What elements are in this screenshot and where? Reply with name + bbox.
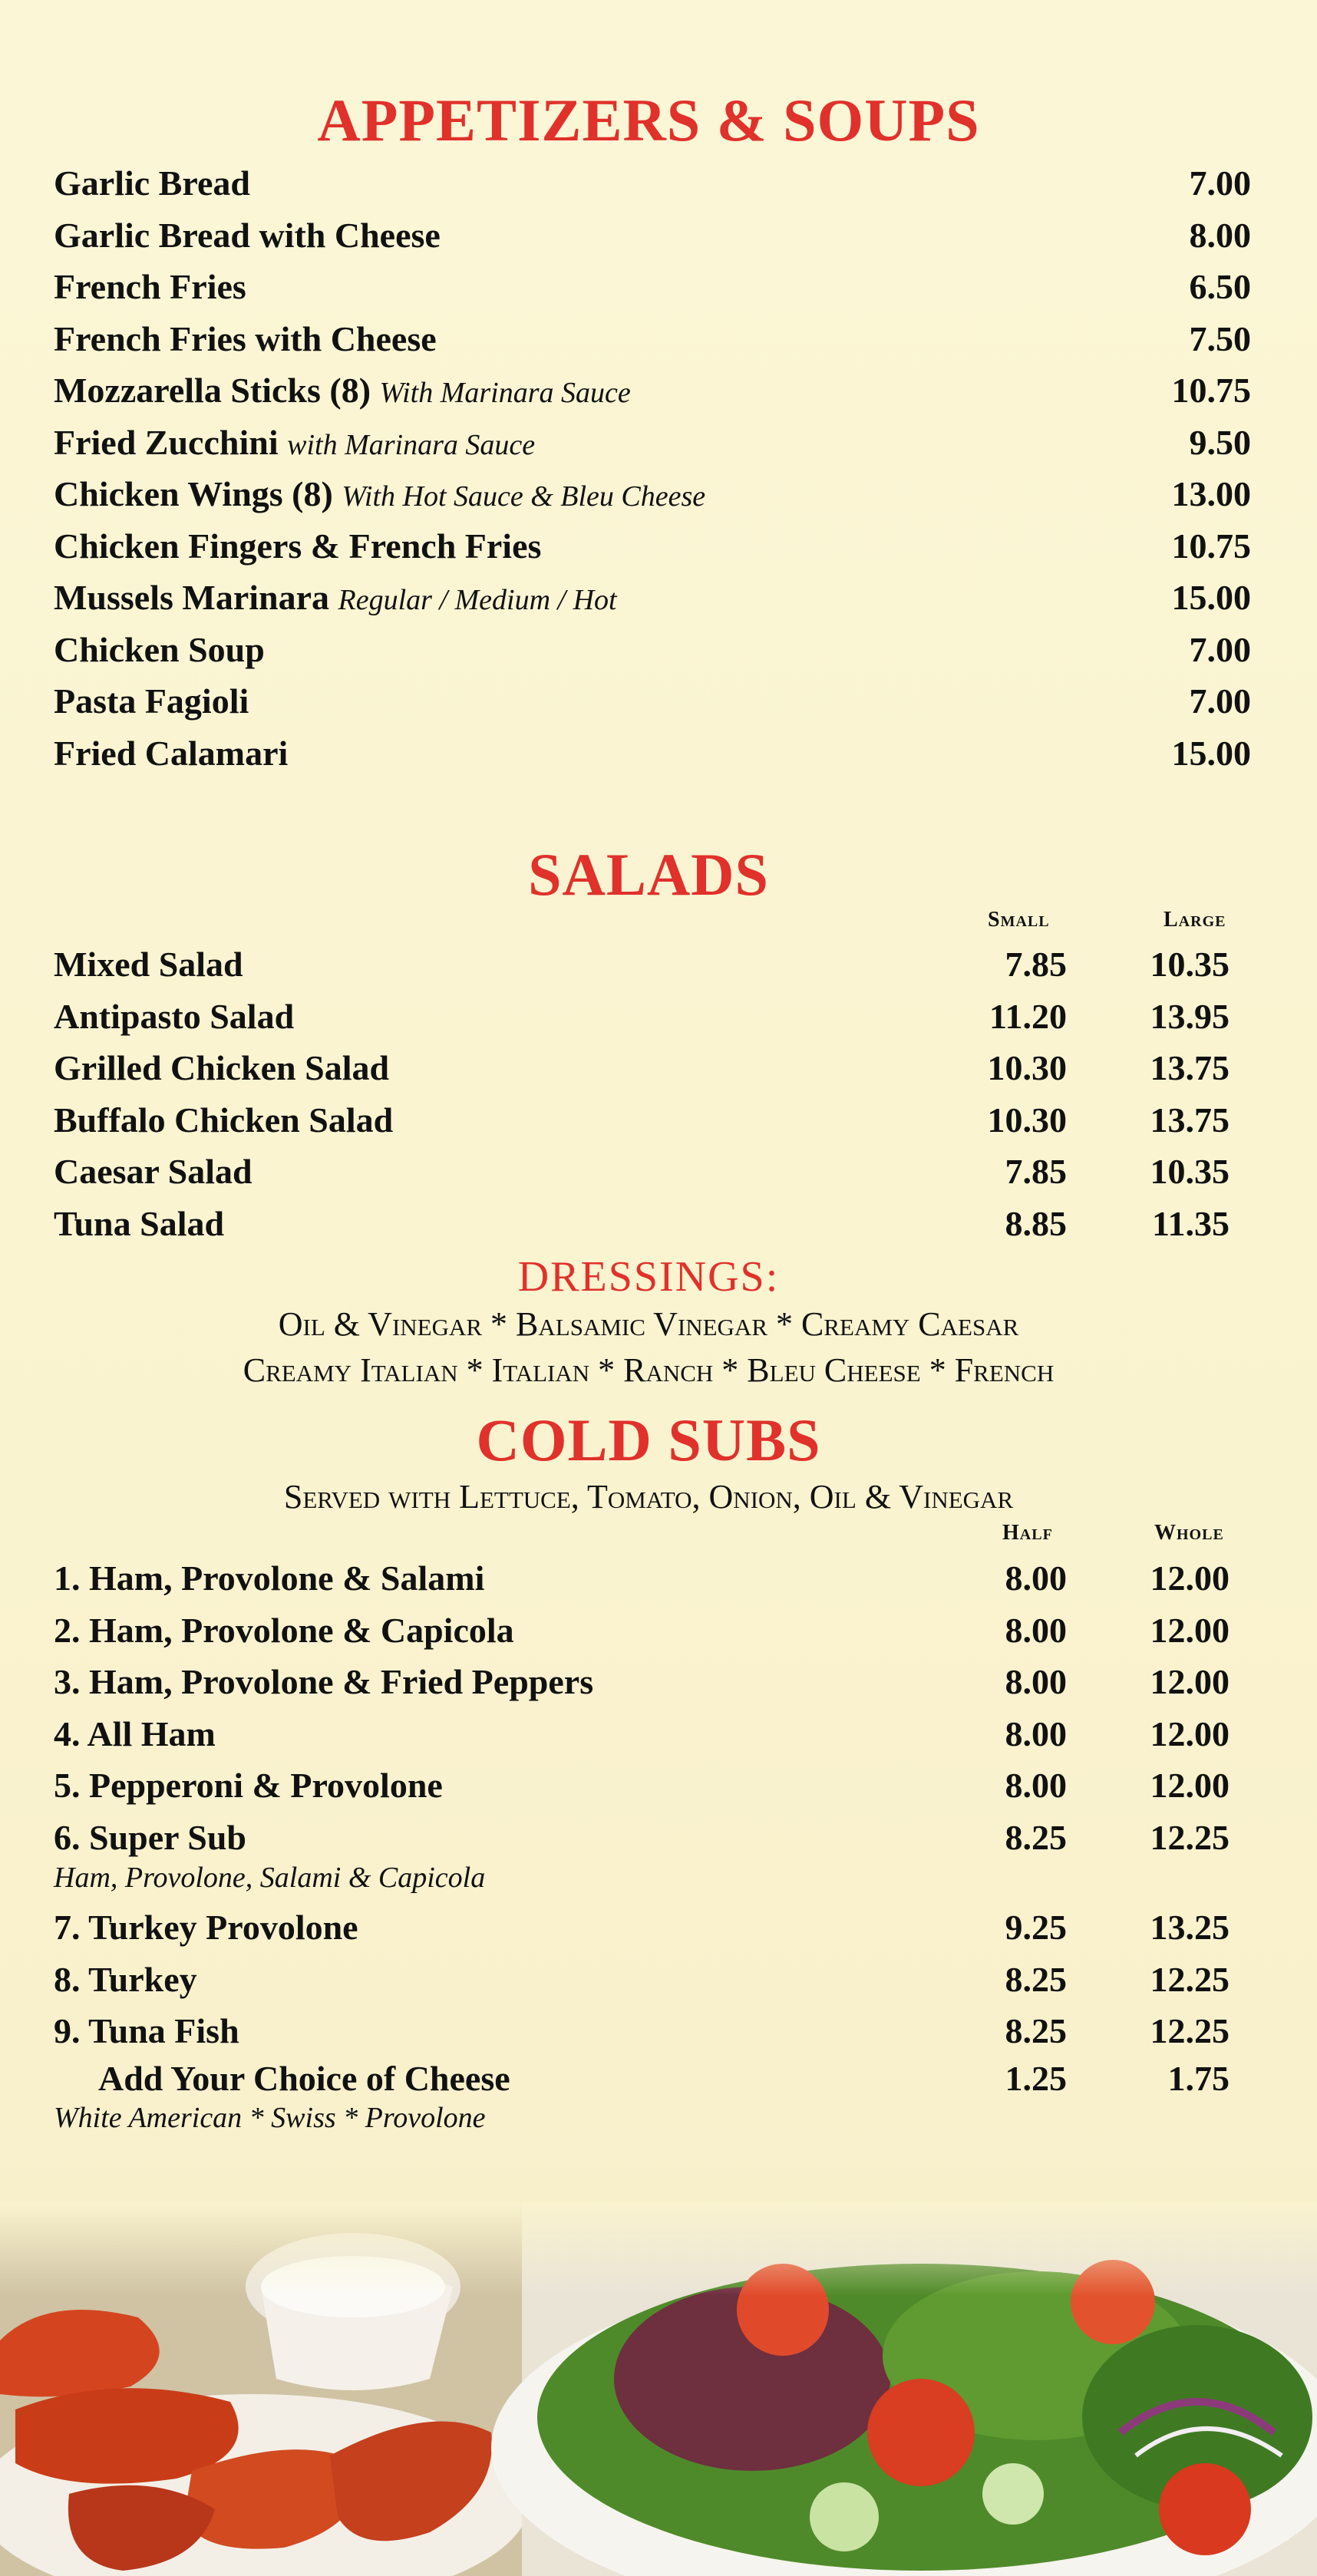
item-price-small: 7.85 (1005, 945, 1067, 984)
menu-item (54, 422, 1251, 468)
item-name: Chicken Wings (8) With Hot Sauce & Bleu Cheese (54, 474, 706, 513)
cold-subs-subtitle: Served with Lettuce, Tomato, Onion, Oil & Vinegar (283, 1478, 1014, 1516)
food-photo (0, 2202, 1317, 2576)
item-price: 15.00 (1171, 578, 1251, 617)
item-name: 3. Ham, Provolone & Fried Peppers (54, 1662, 594, 1701)
super-sub-note: Ham, Provolone, Salami & Capicola (54, 1862, 486, 1894)
item-price: 7.00 (1189, 630, 1251, 669)
item-name: Garlic Bread with Cheese (54, 216, 441, 255)
menu-item (54, 370, 1251, 416)
item-price: 7.50 (1189, 319, 1251, 358)
menu-item (54, 944, 1251, 990)
item-note: With Hot Sauce & Bleu Cheese (342, 480, 706, 513)
item-price-small: 7.85 (1005, 1152, 1067, 1191)
item-price-whole: 12.25 (1150, 1818, 1230, 1857)
menu-item (54, 318, 1251, 364)
column-header-whole: Whole (1154, 1521, 1224, 1545)
menu-item (54, 1959, 1251, 2005)
item-price: 9.50 (1189, 423, 1251, 462)
item-price-large: 13.75 (1150, 1048, 1230, 1087)
column-header-small: Small (988, 908, 1050, 932)
menu-item (54, 681, 1251, 727)
item-price-half: 9.25 (1005, 1908, 1067, 1947)
column-header-large: Large (1164, 908, 1226, 932)
menu-item (54, 1047, 1251, 1093)
menu-item (54, 1907, 1251, 1953)
item-price: 6.50 (1189, 267, 1251, 306)
menu-item (54, 996, 1251, 1042)
item-price-half: 8.25 (1005, 1960, 1067, 1999)
dressings-line-1: Oil & Vinegar * Balsamic Vinegar * Creamy Caesar (278, 1305, 1019, 1343)
column-header-half: Half (1002, 1521, 1053, 1545)
appetizers-title: APPETIZERS & SOUPS (317, 87, 980, 153)
item-price-small: 10.30 (987, 1100, 1067, 1140)
menu-item (54, 629, 1251, 675)
item-name: 1. Ham, Provolone & Salami (54, 1558, 485, 1598)
item-name: 6. Super Sub (54, 1818, 247, 1857)
menu-item (54, 1817, 1251, 1863)
item-name: 8. Turkey (54, 1960, 197, 1999)
item-name: Caesar Salad (54, 1152, 253, 1191)
menu-item (54, 577, 1251, 623)
item-name: Buffalo Chicken Salad (54, 1100, 394, 1140)
item-price-whole: 12.00 (1150, 1662, 1230, 1701)
item-name: Mussels Marinara Regular / Medium / Hot (54, 578, 617, 617)
item-price: 13.00 (1171, 474, 1251, 513)
item-price-half: 8.00 (1005, 1714, 1067, 1753)
menu-item (54, 1661, 1251, 1707)
item-name: 4. All Ham (54, 1714, 216, 1753)
menu-item (54, 1100, 1251, 1146)
item-price-half: 1.25 (1005, 2059, 1067, 2098)
item-price-large: 13.75 (1150, 1100, 1230, 1140)
menu-item (54, 1765, 1251, 1811)
item-name: Fried Zucchini with Marinara Sauce (54, 423, 536, 462)
item-name: Garlic Bread (54, 163, 250, 203)
cold-subs-title: COLD SUBS (476, 1407, 821, 1473)
item-price-large: 13.95 (1150, 997, 1230, 1036)
item-price-whole: 12.00 (1150, 1714, 1230, 1753)
item-price-small: 11.20 (989, 997, 1067, 1036)
menu-item (54, 215, 1251, 261)
item-price-half: 8.00 (1005, 1766, 1067, 1805)
item-price: 15.00 (1171, 734, 1251, 773)
food-illustration (0, 2202, 1317, 2576)
item-price-large: 11.35 (1152, 1204, 1230, 1243)
dressings-line-2: Creamy Italian * Italian * Ranch * Bleu Cheese * French (243, 1351, 1055, 1389)
menu-item (54, 526, 1251, 572)
item-price: 10.75 (1171, 526, 1251, 566)
menu-item (54, 1610, 1251, 1656)
item-name: Chicken Soup (54, 630, 265, 669)
item-price-whole: 1.75 (1167, 2059, 1230, 2098)
item-name: 9. Tuna Fish (54, 2011, 239, 2050)
item-name: Mixed Salad (54, 945, 243, 984)
menu-item (54, 1713, 1251, 1760)
item-note: With Marinara Sauce (379, 377, 631, 409)
item-name: 5. Pepperoni & Provolone (54, 1766, 443, 1805)
item-price-large: 10.35 (1150, 945, 1230, 984)
cheese-note: White American * Swiss * Provolone (54, 2102, 486, 2134)
item-price-whole: 12.00 (1150, 1766, 1230, 1805)
menu-item (54, 473, 1251, 519)
menu-item (54, 733, 1251, 779)
item-name: French Fries (54, 267, 246, 306)
menu-item (54, 1558, 1251, 1604)
item-price-whole: 12.00 (1150, 1558, 1230, 1598)
item-price-whole: 12.25 (1150, 1960, 1230, 1999)
item-price-half: 8.25 (1005, 1818, 1067, 1857)
item-price-whole: 12.25 (1150, 2011, 1230, 2050)
item-price-small: 8.85 (1005, 1204, 1067, 1243)
item-name: 2. Ham, Provolone & Capicola (54, 1611, 514, 1650)
salads-title: SALADS (528, 841, 769, 908)
item-price-half: 8.00 (1005, 1558, 1067, 1598)
menu-item (54, 163, 1251, 209)
item-price-small: 10.30 (987, 1048, 1067, 1087)
menu-item (54, 266, 1251, 312)
item-name: French Fries with Cheese (54, 319, 437, 358)
item-name: Chicken Fingers & French Fries (54, 526, 542, 566)
item-price: 7.00 (1189, 681, 1251, 721)
dressings-title: DRESSINGS: (517, 1253, 780, 1301)
item-price: 8.00 (1189, 216, 1251, 255)
item-name: Tuna Salad (54, 1204, 225, 1243)
menu-item (54, 2010, 1251, 2057)
item-note: Regular / Medium / Hot (338, 584, 617, 616)
item-price-large: 10.35 (1150, 1152, 1230, 1191)
item-price-half: 8.25 (1005, 2011, 1067, 2050)
item-price-whole: 13.25 (1150, 1908, 1230, 1947)
menu-item (54, 1203, 1251, 1249)
item-price-half: 8.00 (1005, 1611, 1067, 1650)
item-name: Pasta Fagioli (54, 681, 249, 721)
item-price: 10.75 (1171, 371, 1251, 410)
item-name: Mozzarella Sticks (8) With Marinara Sauce (54, 371, 631, 410)
item-name: Add Your Choice of Cheese (98, 2059, 510, 2098)
item-price-whole: 12.00 (1150, 1611, 1230, 1650)
item-note: with Marinara Sauce (287, 429, 536, 461)
menu-item (54, 1151, 1251, 1197)
item-name: Grilled Chicken Salad (54, 1048, 390, 1087)
cheese-addon (54, 2058, 1251, 2104)
item-name: Antipasto Salad (54, 997, 295, 1036)
item-price: 7.00 (1189, 163, 1251, 203)
item-name: 7. Turkey Provolone (54, 1908, 358, 1947)
item-price-half: 8.00 (1005, 1662, 1067, 1701)
item-name: Fried Calamari (54, 734, 289, 773)
